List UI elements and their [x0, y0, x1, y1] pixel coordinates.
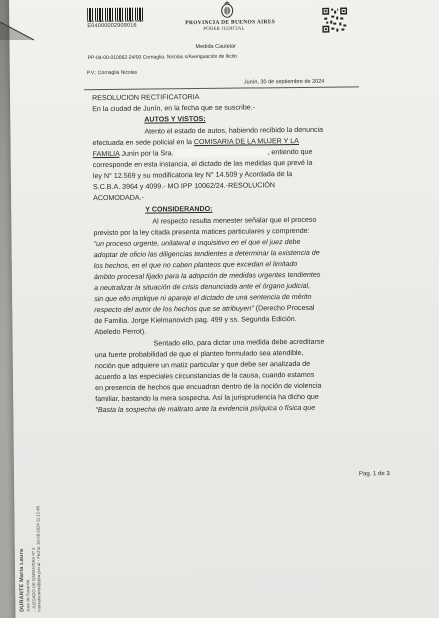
paragraph-2-line-1: Sentado ello, para dictar una medida debe acreditarse: [153, 337, 325, 348]
document-type: Medida Cautelar: [195, 43, 236, 51]
digital-signature: [18, 482, 42, 612]
autos-line-2: efectuada en sede policial en la COMISARIA DE LA MUJER Y LA: [92, 136, 299, 148]
quote-line-3: los hechos, en el que no caben planteos que excedan el limitado: [93, 259, 298, 271]
citation-line-1: de Familia. Jorge Kielmanovich pag. 499 y ss. Segunda Edición.: [94, 315, 297, 326]
autos-line-4: corresponde en esta instancia, el dictado de las medidas que prevé la: [92, 158, 313, 170]
considerando-heading: Y CONSIDERANDO:: [145, 204, 213, 214]
paragraph-2-line-4: acuerdo a las especiales circunstancias de la causa, cuando estamos: [94, 370, 315, 382]
signer-court: - JUZGADO DE GARANTIAS Nº 3: [30, 547, 37, 612]
quote-line-6: sin que ello implique ni apareje el dictado de una sentencia de mérito: [94, 292, 312, 304]
citation-line-2: Abeledo Perrot).: [94, 327, 147, 337]
barcode-number: E04000002909016: [87, 22, 137, 30]
quote-line-4: ámbito procesal fijado para la adopción de medidas urgentes tendientes: [93, 270, 321, 282]
redacted-name: [175, 148, 267, 157]
paragraph-2-line-5: en presencia de hechos que encuadran dentro de la noción de violencia: [95, 381, 322, 393]
barcode: [87, 8, 143, 23]
document-page: [9, 0, 439, 618]
autos-heading: AUTOS Y VISTOS:: [144, 114, 206, 124]
page-number: Pag. 1 de 3: [358, 471, 390, 478]
judicial-power-name: PODER JUDICIAL: [203, 26, 245, 32]
pv-line: P.V.: Cornaglia Nicolas: [86, 69, 138, 77]
autos-line-5: ley N° 12.569 y su modificatoria ley N° 14.509 y Acordada de la: [92, 170, 293, 181]
province-name: PROVINCIA DE BUENOS AIRES: [185, 19, 276, 27]
signer-role: Juez de Garantía: [25, 579, 31, 612]
signer-name: DURANTE Maria Laura: [18, 548, 26, 612]
quote-line-5: a neutralizar la situación de crisis denunciada ante el órgano judicial,: [94, 281, 311, 293]
resolution-heading: RESOLUCION RECTIFICATORIA: [92, 93, 200, 103]
province-seal-icon: [220, 1, 234, 19]
intro-line: En la ciudad de Junín, en la fecha que se suscribe.-: [92, 103, 256, 114]
autos-line-3: FAMILIA Junín por la Sra. , entiendo que: [92, 147, 313, 159]
header-divider: [84, 86, 359, 90]
considerando-line-1: Al respecto resulta menester señalar que el proceso: [152, 215, 317, 226]
paragraph-2-line-6: familiar, bastando la mera sospecha. Así la jurisprudencia ha dicho que: [95, 392, 319, 404]
document-date: Junín, 30 de septiembre de 2024: [243, 78, 325, 86]
case-reference: PP-04-00-010062-24/00 Cornaglia, Nicolas s/Averiguación de Ilicito: [87, 53, 238, 62]
quote-line-1: "un proceso urgente, unilateral e inquisitivo en el que el juez debe: [93, 237, 301, 249]
paragraph-2-line-3: noción que adquiere un matiz particular y que debe ser analizada de: [94, 359, 311, 371]
autos-line-6: S.C.B.A. 3964 y 4099.- MO IPP 10062/24.-RESOLUCIÓN: [92, 181, 276, 192]
paragraph-2-line-2: una fuerte probabilidad de que el planteo formulado sea atendible,: [94, 348, 304, 360]
quote-line-2: adoptar de oficio las diligencias tendientes a determinar la existencia de: [93, 248, 320, 260]
considerando-line-2: previsto por la ley citada presenta matices particulares y comprende:: [93, 226, 310, 238]
paragraph-2-line-7: "Basta la sospecha de maltrato ante la evidencia psíquica o física que: [95, 403, 316, 415]
quote-line-7: respecto del autor de los hechos que se atribuyen" (Derecho Procesal: [94, 303, 315, 315]
autos-line-1: Atento el estado de autos, habiendo recibido la denuncia: [144, 125, 324, 136]
qr-code: [322, 7, 347, 32]
signer-email-date: mariadurante@pjba.gov.ar - Fecha: 30-09-2024 11:12:48: [35, 506, 42, 612]
autos-line-7: ACOMODADA.-: [93, 193, 144, 203]
